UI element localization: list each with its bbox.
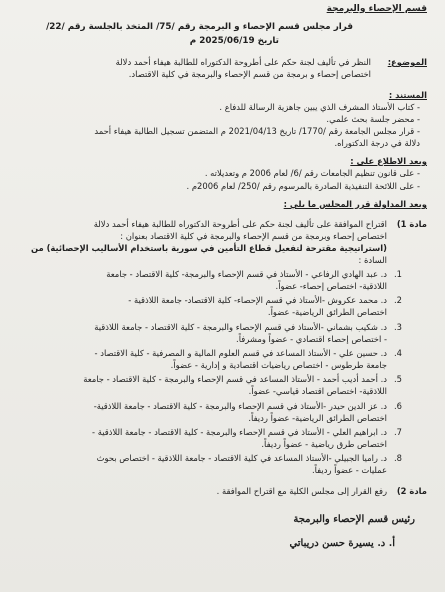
article-2-label: مادة 2) [396,486,427,496]
gentlemen-label: السادة : [358,255,387,265]
reference-item: - كتاب الأستاذ المشرف الذي يبين جاهزية الرسالة للدفاع . [219,102,420,112]
article-1-line-2: اختصاص إحصاء وبرمجة من قسم الإحصاء والبرمجة في كلية الاقتصاد بعنوان : [120,231,387,241]
review-item: - على قانون تنظيم الجامعات رقم /6/ لعام 2006 م وتعديلاته . [204,168,420,178]
article-1-label: مادة 1) [396,219,427,229]
subject-line-1: النظر في تأليف لجنة حكم على أطروحة الدكتوراه للطالبة هيفاء أحمد دلالة [115,57,371,67]
committee-member-detail: اختصاص طرق رياضية - عضواً رديفاً. [261,439,387,449]
committee-member: د. عبد الهادي الرفاعي - الأستاذ في قسم الإحصاء والبرمجة- كلية الاقتصاد - جامعة [106,269,387,279]
member-number: 1. [393,269,402,279]
committee-member-detail: اللاذقية- اختصاص اقتصاد قياسي- عضواً. [248,386,387,396]
department-name: قسم الإحصاء والبرمجة [326,4,427,14]
article-2-text: رفع القرار إلى مجلس الكلية مع اقتراح الموافقة . [216,486,387,496]
committee-member: د. ابراهيم العلي - الأستاذ في قسم الإحصاء والبرمجة - كلية الاقتصاد - جامعة اللاذقية - [92,427,387,437]
committee-member: د. أحمد أديب أحمد - الأستاذ المساعد في قسم الإحصاء والبرمجة - كلية الاقتصاد - جامعة [83,374,387,384]
committee-member-detail: جامعة طرطوس - اختصاص رياضيات اقتصادية و إدارية - عضواً. [170,360,387,370]
signatory-name: أ. د. يسيرة حسن دريباتي [289,538,395,549]
reference-item: دلالة في درجة الدكتوراه. [334,138,420,148]
review-item: - على اللائحة التنفيذية الصادرة بالمرسوم رقم /250/ لعام 2006م . [186,181,420,191]
subject-label: الموضوع: [387,57,427,67]
thesis-title: (استراتيجية مقترحة لتفعيل قطاع التأمين في سورية باستخدام الأساليب الإحصائية) من [30,243,387,253]
deliberation-heading: وبعد المداولة قرر المجلس ما يلي : [283,199,427,209]
committee-member: د. راميا الجبيلي -الأستاذ المساعد في كلية الاقتصاد - جامعة اللاذقية - اختصاص بحوث [96,453,387,463]
signatory-title: رئيس قسم الإحصاء والبرمجة [293,514,415,525]
member-number: 8. [393,453,402,463]
committee-member-detail: - اختصاص إحصاء اقتصادي - عضواً ومشرفاً. [236,334,387,344]
committee-member-detail: اختصاص الطرائق الرياضية- عضواً رديفاً. [248,413,387,423]
committee-member: د. عز الدين حيدر -الأستاذ في قسم الإحصاء والبرمجة - كلية الاقتصاد - جامعة اللاذقية- [93,401,387,411]
member-number: 7. [393,427,402,437]
committee-member-detail: عمليات - عضواً رديفاً. [311,465,387,475]
committee-member-detail: اللاذقية- اختصاص إحصاء- عضواً. [275,281,387,291]
member-number: 4. [393,348,402,358]
decision-heading: قرار مجلس قسم الإحصاء و البرمجة رقم /75/ المتخذ بالجلسة رقم /22/ [46,22,353,32]
article-1-line-1: اقتراح الموافقة على تأليف لجنة حكم على أطروحة الدكتوراه للطالبة هيفاء أحمد دلالة [93,219,387,229]
reference-item: - محضر جلسة بحث علمي. [326,114,420,124]
member-number: 5. [393,374,402,384]
member-number: 6. [393,401,402,411]
member-number: 3. [393,322,402,332]
references-heading: المستند : [388,90,427,100]
decision-date: تاريخ 2025/06/19 م [189,36,279,46]
committee-member: د. محمد عكروش -الأستاذ في قسم الإحصاء- كلية الاقتصاد- جامعة اللاذقية - [128,295,387,305]
committee-member: د. شكيب بشماني -الأستاذ في قسم الإحصاء والبرمجة - كلية الاقتصاد - جامعة اللاذقية [94,322,387,332]
reference-item: - قرار مجلس الجامعة رقم /1770/ تاريخ 2021/04/13 م المتضمن تسجيل الطالبة هيفاء أحمد [94,126,420,136]
committee-member-detail: اختصاص الطرائق الرياضية- عضواً. [267,307,387,317]
committee-member: د. حسين علي - الأستاذ المساعد في قسم العلوم المالية و المصرفية - كلية الاقتصاد - [94,348,387,358]
review-heading: وبعد الاطلاع على : [350,156,427,166]
subject-line-2: اختصاص إحصاء و برمجة من قسم الإحصاء والبرمجة في كلية الاقتصاد. [128,69,371,79]
member-number: 2. [393,295,402,305]
